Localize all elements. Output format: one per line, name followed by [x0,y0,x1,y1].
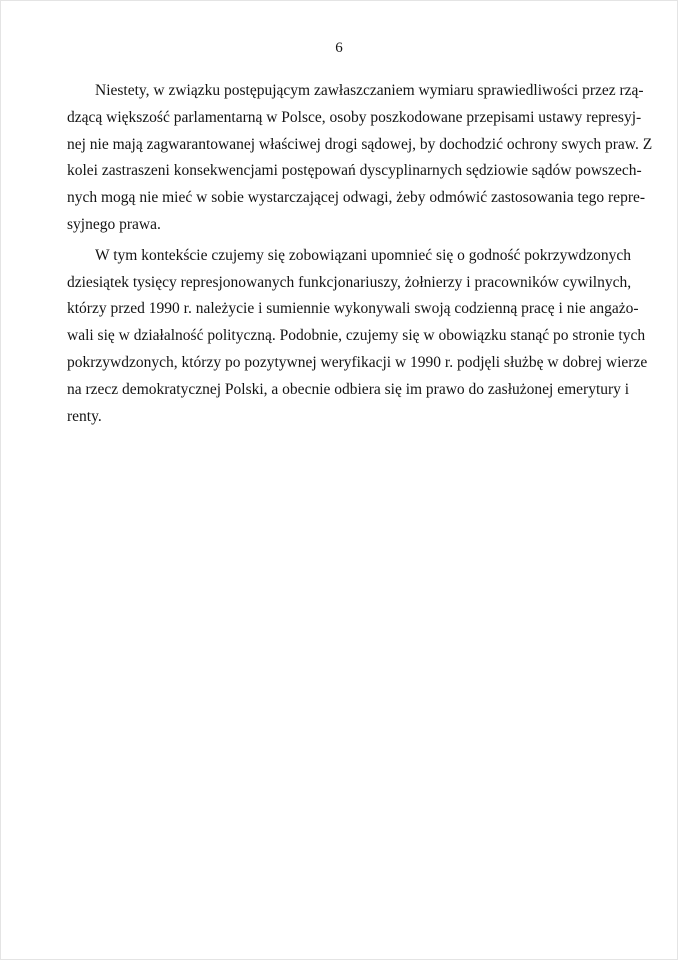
text-line: dzącą większość parlamentarną w Polsce, osoby poszkodowane przepisami ustawy represyj- [67,108,642,126]
text-line: Niestety, w związku postępującym zawłaszczaniem wymiaru sprawiedliwości przez rzą- [95,82,644,99]
text-line: W tym kontekście czujemy się zobowiązani upomnieć się o godność pokrzywdzonych [95,246,632,264]
paragraph-1 [67,78,653,239]
text-line: syjnego prawa. [67,215,161,233]
body-text [67,78,653,430]
paragraph-2 [67,243,648,431]
text-line: renty. [67,407,102,425]
text-line: na rzecz demokratycznej Polski, a obecnie odbiera się im prawo do zasłużonej emerytury i [67,380,630,398]
text-line: nej nie mają zagwarantowanej właściwej drogi sądowej, by dochodzić ochrony swych praw. Z [67,135,653,153]
text-line: nych mogą nie mieć w sobie wystarczającej odwagi, żeby odmówić zastosowania tego repre- [67,189,646,207]
text-line: wali się w działalność polityczną. Podobnie, czujemy się w obowiązku stanąć po stronie tych [67,327,646,345]
page-number: 6 [335,40,343,56]
text-line: kolei zastraszeni konsekwencjami postępowań dyscyplinarnych sędziowie sądów powszech- [67,162,642,180]
text-line: którzy przed 1990 r. należycie i sumiennie wykonywali swoją codzienną pracę i nie angażo- [67,300,639,318]
text-line: dziesiątek tysięcy represjonowanych funkcjonariuszy, żołnierzy i pracowników cywilnych, [67,273,632,291]
text-line: pokrzywdzonych, którzy po pozytywnej weryfikacji w 1990 r. podjęli służbę w dobrej wierze [67,353,648,371]
